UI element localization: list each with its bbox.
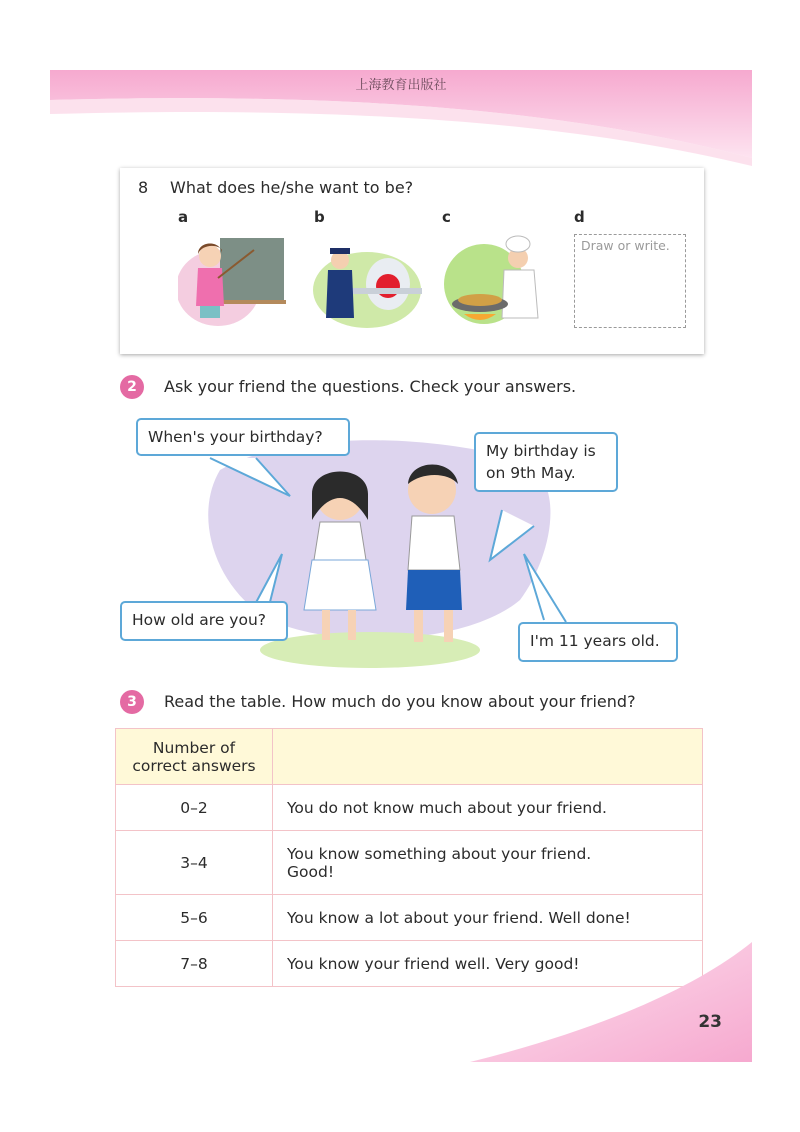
speech-bubble-birthday-answer: [474, 432, 618, 492]
table-row: [116, 895, 703, 941]
range-cell: 0–2: [116, 785, 273, 831]
footer-decoration: [50, 942, 752, 1062]
bubble-text-line2: on 9th May.: [486, 464, 576, 482]
section-2-badge: 2: [120, 375, 144, 399]
bubble-text: I'm 11 years old.: [530, 632, 660, 650]
section-3-instruction: Read the table. How much do you know about your friend?: [164, 692, 636, 711]
chef-illustration: [444, 234, 554, 328]
speech-bubble-birthday-question: [136, 418, 350, 456]
description-line: Good!: [287, 862, 335, 881]
header-line: Number of: [152, 738, 236, 757]
dialogue-scene: [50, 410, 752, 680]
teacher-illustration: [178, 234, 288, 328]
option-letter-a: a: [178, 208, 189, 226]
option-letter-d: d: [574, 208, 585, 226]
header-cell-correct-answers: [116, 729, 273, 785]
table-row: [116, 831, 703, 895]
question-number: 8: [138, 178, 149, 197]
publisher-name: 上海教育出版社: [355, 78, 447, 93]
description-line: You know something about your friend.: [287, 844, 592, 863]
option-letter-b: b: [314, 208, 325, 226]
draw-or-write-placeholder: Draw or write.: [581, 238, 670, 253]
speech-bubble-age-question: [120, 601, 288, 641]
table-header-row: [116, 729, 703, 785]
description-cell: You know your friend well. Very good!: [273, 941, 703, 987]
bubble-text: How old are you?: [132, 611, 266, 629]
section-2-instruction: Ask your friend the questions. Check your answers.: [164, 377, 577, 396]
bubble-text: When's your birthday?: [148, 428, 323, 446]
speech-bubble-age-answer: [518, 622, 678, 662]
question-text: What does he/she want to be?: [170, 178, 414, 197]
question-8-box: [120, 168, 704, 354]
textbook-page: [50, 70, 752, 1062]
draw-or-write-box[interactable]: [574, 234, 686, 328]
option-letter-c: c: [442, 208, 451, 226]
header-line: correct answers: [132, 756, 256, 775]
table-row: [116, 785, 703, 831]
page-number: 23: [698, 1012, 722, 1032]
pilot-illustration: [312, 234, 422, 328]
range-cell: 5–6: [116, 895, 273, 941]
header-cell-empty: [273, 729, 703, 785]
description-cell: You know a lot about your friend. Well done!: [273, 895, 703, 941]
bubble-text-line1: My birthday is: [486, 442, 596, 460]
description-cell: [273, 831, 703, 895]
question-8-title: [138, 178, 413, 197]
section-3-badge: 3: [120, 690, 144, 714]
range-cell: 3–4: [116, 831, 273, 895]
range-cell: 7–8: [116, 941, 273, 987]
description-cell: You do not know much about your friend.: [273, 785, 703, 831]
